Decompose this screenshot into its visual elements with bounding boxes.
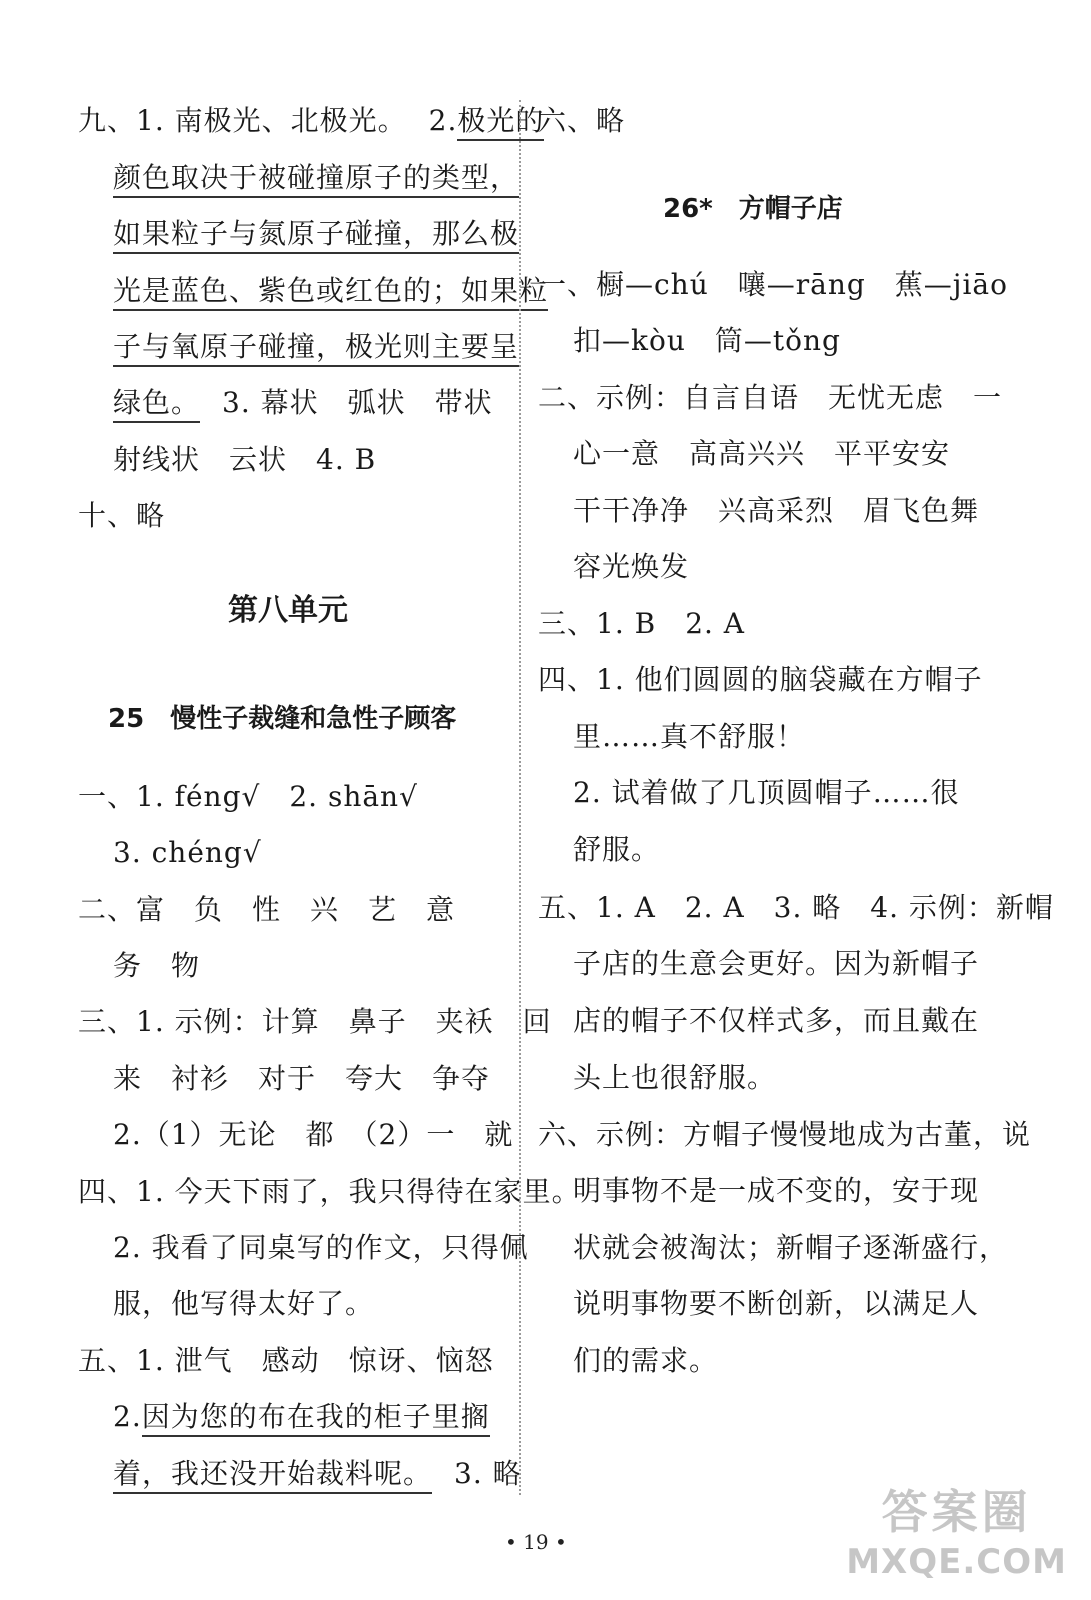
watermark-logo: 答案圈 MXQE.COM — [846, 1485, 1067, 1582]
lesson26-q3: 三、1. B 2. A — [538, 607, 746, 640]
lesson26-q2-line-4: 容光焕发 — [573, 550, 690, 583]
lesson26-q1-line-2: 扣—kòu 筒—tǒng — [573, 324, 841, 357]
lesson26-q6-line-3: 状就会被淘汰；新帽子逐渐盛行， — [573, 1231, 1009, 1264]
answer-nine-line-6: 绿色。 3. 幕状 弧状 带状 — [78, 383, 493, 423]
lesson26-q6-line-4: 说明事物要不断创新，以满足人 — [573, 1287, 980, 1320]
lesson25-q4-line-1: 四、1. 今天下雨了，我只得待在家里。 — [78, 1175, 581, 1208]
lesson26-q2-line-1: 二、示例：自言自语 无忧无虑 一 — [538, 381, 1003, 414]
lesson26-q5-line-2: 子店的生意会更好。因为新帽子 — [573, 947, 980, 980]
unit-title: 第八单元 — [228, 593, 348, 628]
answer-ten: 十、略 — [78, 499, 166, 532]
lesson26-q2-line-3: 干干净净 兴高采烈 眉飞色舞 — [573, 494, 980, 527]
answer-nine-line-4: 光是蓝色、紫色或红色的；如果粒 — [78, 271, 548, 311]
lesson25-q3-line-1: 三、1. 示例：计算 鼻子 夹袄 回 — [78, 1005, 552, 1038]
lesson26-q2-line-2: 心一意 高高兴兴 平平安安 — [573, 437, 951, 470]
answer-six: 六、略 — [538, 104, 626, 137]
lesson26-q6-line-5: 们的需求。 — [573, 1344, 719, 1377]
lesson25-q3-line-2: 来 衬衫 对于 夸大 争夺 — [113, 1062, 491, 1095]
lesson26-q5-line-1: 五、1. A 2. A 3. 略 4. 示例：新帽 — [538, 891, 1054, 924]
answer-nine-line-1: 九、1. 南极光、北极光。 2.极光的 — [78, 101, 544, 141]
column-divider — [519, 100, 521, 1495]
lesson26-q1-line-1: 一、橱—chú 嚷—rāng 蕉—jiāo — [538, 268, 1008, 301]
lesson25-q5-line-1: 五、1. 泄气 感动 惊讶、恼怒 — [78, 1344, 494, 1377]
answer-nine-line-5: 子与氧原子碰撞，极光则主要呈 — [78, 327, 519, 367]
lesson26-q4-line-1: 四、1. 他们圆圆的脑袋藏在方帽子 — [538, 663, 983, 696]
lesson26-q4-line-2: 里……真不舒服！ — [573, 720, 806, 753]
answer-nine-line-3: 如果粒子与氮原子碰撞，那么极 — [78, 214, 519, 254]
page-number: • 19 • — [505, 1530, 567, 1554]
lesson25-q2-line-2: 务 物 — [113, 949, 201, 982]
lesson25-q2-line-1: 二、富 负 性 兴 艺 意 — [78, 893, 456, 926]
lesson25-q3-line-3: 2.（1）无论 都 （2）一 就 — [113, 1118, 514, 1151]
lesson25-q4-line-3: 服，他写得太好了。 — [113, 1287, 375, 1320]
lesson25-q1-line-1: 一、1. féng√ 2. shān√ — [78, 780, 418, 813]
answer-nine-line-2: 颜色取决于被碰撞原子的类型， — [78, 158, 519, 198]
lesson25-q5-line-3: 着，我还没开始裁料呢。 3. 略 — [78, 1454, 522, 1494]
lesson26-q6-line-1: 六、示例：方帽子慢慢地成为古董，说 — [538, 1118, 1032, 1151]
lesson26-q5-line-4: 头上也很舒服。 — [573, 1061, 777, 1094]
lesson25-q4-line-2: 2. 我看了同桌写的作文，只得佩 — [113, 1231, 529, 1264]
lesson26-q4-line-3: 2. 试着做了几顶圆帽子……很 — [573, 776, 960, 809]
lesson26-q6-line-2: 明事物不是一成不变的，安于现 — [573, 1174, 980, 1207]
lesson-26-title: 26* 方帽子店 — [663, 194, 843, 224]
lesson26-q4-line-4: 舒服。 — [573, 833, 661, 866]
lesson25-q5-line-2: 2.因为您的布在我的柜子里搁 — [78, 1397, 490, 1437]
lesson25-q1-line-2: 3. chéng√ — [113, 836, 262, 869]
answer-nine-line-7: 射线状 云状 4. B — [113, 443, 377, 476]
lesson26-q5-line-3: 店的帽子不仅样式多，而且戴在 — [573, 1004, 980, 1037]
lesson-25-title: 25 慢性子裁缝和急性子顾客 — [108, 704, 457, 734]
